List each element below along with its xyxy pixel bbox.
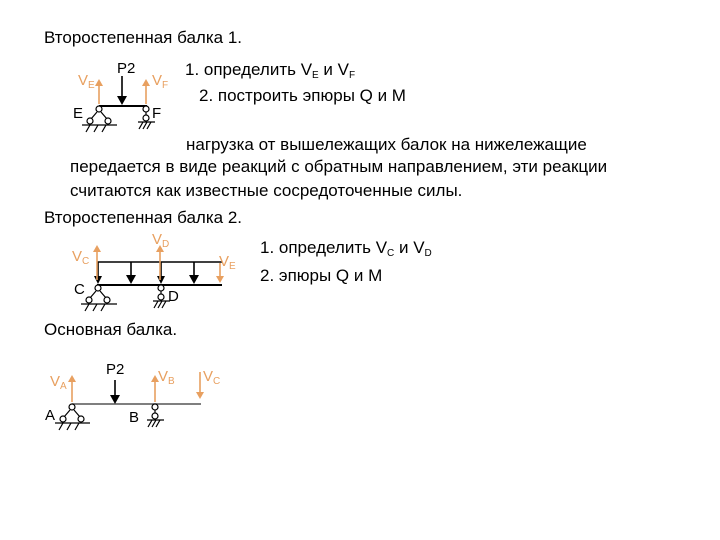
load-arrow <box>126 262 136 284</box>
pin-support <box>55 404 90 430</box>
reaction-label <box>152 232 169 253</box>
diagram-beam-2 <box>81 245 224 311</box>
pin-support <box>81 285 117 311</box>
reaction-label <box>158 369 175 390</box>
text: V <box>152 72 163 89</box>
support-label: D <box>168 288 179 305</box>
reaction-label <box>72 249 89 270</box>
subscript: F <box>348 70 356 81</box>
subscript: C <box>213 376 221 387</box>
subscript: E <box>88 80 95 91</box>
text: 1. определить V <box>260 238 388 257</box>
heading-main-beam: Основная балка. <box>44 320 178 339</box>
support-label: F <box>152 105 162 122</box>
load-arrow <box>117 76 127 105</box>
load-arrow <box>157 262 165 284</box>
task2-step2: 2. эпюры Q и M <box>260 266 383 285</box>
load-arrow <box>110 380 120 404</box>
reaction-label <box>152 73 168 94</box>
subscript: D <box>424 248 432 259</box>
text: и V <box>318 60 349 79</box>
text: V <box>203 368 214 385</box>
subscript: C <box>82 256 90 267</box>
reaction-label <box>50 374 67 395</box>
text: 1. определить V <box>185 60 313 79</box>
note-line-1: нагрузка от вышележащих балок на нижележащие <box>186 135 587 154</box>
support-label: B <box>129 409 140 426</box>
load-label: P2 <box>106 361 125 378</box>
subscript: F <box>162 80 169 91</box>
pin-support <box>82 106 117 132</box>
support-label: E <box>73 105 84 122</box>
load-label: P2 <box>117 60 136 77</box>
subscript: A <box>60 381 67 392</box>
reaction-arrow <box>95 79 103 104</box>
subscript: B <box>168 376 175 387</box>
load-arrow <box>94 262 102 284</box>
reaction-label <box>203 369 220 390</box>
support-label: A <box>45 407 56 424</box>
reaction-label <box>219 254 236 275</box>
roller-support <box>147 404 164 427</box>
reaction-arrow <box>68 375 76 402</box>
text: V <box>152 231 163 248</box>
text: V <box>158 368 169 385</box>
note-line-3: считаются как известные сосредоточенные силы. <box>70 181 463 200</box>
reaction-label <box>78 73 95 94</box>
subscript: D <box>162 239 170 250</box>
text: V <box>50 373 61 390</box>
subscript: E <box>312 70 319 81</box>
task1-step2: 2. построить эпюры Q и M <box>199 86 406 105</box>
support-label: C <box>74 281 85 298</box>
text: и V <box>394 238 425 257</box>
note-line-2: передается в виде реакций с обратным направлением, эти реакции <box>70 157 608 176</box>
text: V <box>78 72 89 89</box>
text: V <box>72 248 83 265</box>
heading-beam-2: Второстепенная балка 2. <box>44 208 242 227</box>
load-arrow <box>189 262 199 284</box>
subscript: E <box>229 261 236 272</box>
subscript: C <box>387 248 395 259</box>
heading-beam-1: Второстепенная балка 1. <box>44 28 242 47</box>
text: V <box>219 253 230 270</box>
reaction-arrow <box>142 79 150 104</box>
